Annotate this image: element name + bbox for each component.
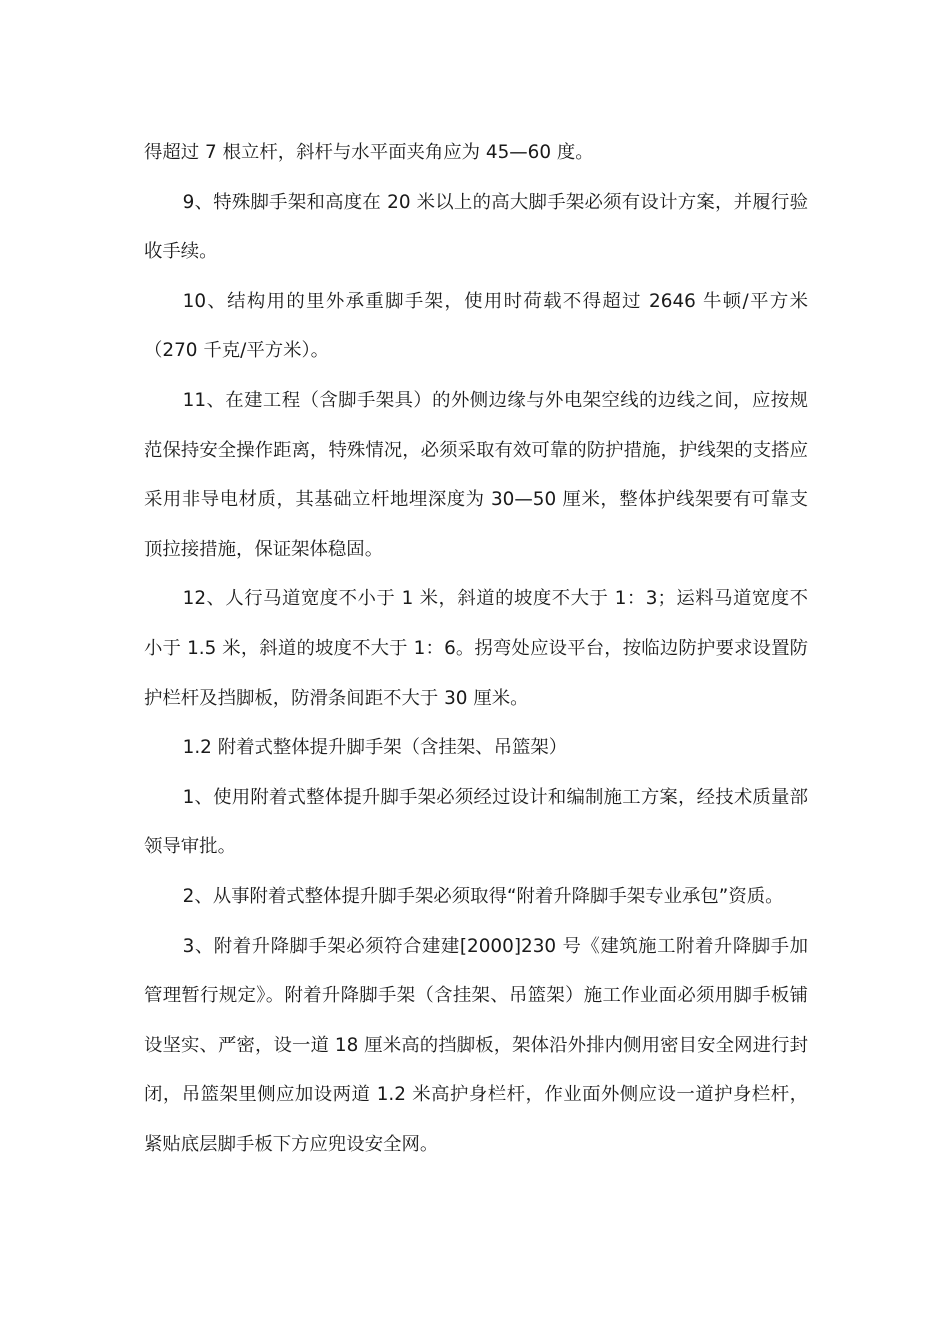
document-body — [144, 128, 808, 1169]
paragraph-item-11: 11、在建工程（含脚手架具）的外侧边缘与外电架空线的边线之间，应按规范保持安全操作距离，特殊情况，必须采取有效可靠的防护措施，护线架的支搭应采用非导电材质，其基础立杆地埋深度为 30—50 厘米，整体护线架要有可靠支顶拉接措施，保证架体稳固。 — [144, 389, 808, 560]
paragraph-item-2: 2、从事附着式整体提升脚手架必须取得“附着升降脚手架专业承包”资质。 — [182, 885, 784, 907]
paragraph-item-3: 3、附着升降脚手架必须符合建建[2000]230 号《建筑施工附着升降脚手加管理暂行规定》。附着升降脚手架（含挂架、吊篮架）施工作业面必须用脚手板铺设坚实、严密，设一道 18 厘米高的挡脚板，架体沿外排内侧用密目安全网进行封闭，吊篮架里侧应加设两道 1.2 米高护身栏杆，作业面外侧应设一道护身栏杆，紧贴底层脚手板下方应兜设安全网。 — [144, 935, 808, 1155]
paragraph-continuation: 得超过 7 根立杆，斜杆与水平面夹角应为 45—60 度。 — [144, 142, 594, 163]
paragraph-item-12: 12、人行马道宽度不小于 1 米，斜道的坡度不大于 1：3；运料马道宽度不小于 1.5 米，斜道的坡度不大于 1：6。拐弯处应设平台，按临边防护要求设置防护栏杆及挡脚板，防滑条间距不大于 30 厘米。 — [144, 588, 808, 709]
paragraph-item-10: 10、结构用的里外承重脚手架，使用时荷载不得超过 2646 牛顿/平方米（270 千克/平方米）。 — [144, 290, 808, 362]
paragraph-item-9: 9、特殊脚手架和高度在 20 米以上的高大脚手架必须有设计方案，并履行验收手续。 — [144, 191, 808, 263]
section-heading-1-2: 1.2 附着式整体提升脚手架（含挂架、吊篮架） — [182, 737, 568, 759]
paragraph-item-1: 1、使用附着式整体提升脚手架必须经过设计和编制施工方案，经技术质量部领导审批。 — [144, 786, 808, 858]
